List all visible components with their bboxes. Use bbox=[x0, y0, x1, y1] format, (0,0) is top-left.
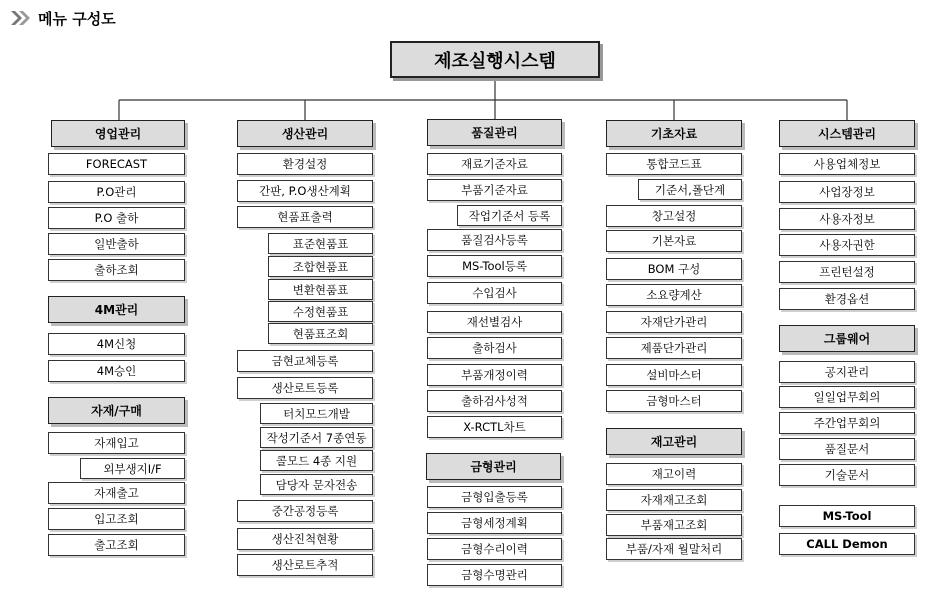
header-mold: 금형관리 bbox=[426, 453, 561, 480]
node-quality-inspection: 품질검사등록 bbox=[427, 229, 562, 251]
node-progress-status: 생산진척현황 bbox=[237, 528, 373, 550]
header-sales: 영업관리 bbox=[51, 120, 185, 147]
node-lot-trace: 생산로트추적 bbox=[237, 554, 373, 576]
node-user-auth: 사용자권한 bbox=[779, 234, 915, 256]
node-site-info: 사업장정보 bbox=[779, 181, 915, 203]
node-work-standard-register: 작업기준서 등록 bbox=[457, 205, 562, 226]
node-sms-send: 담당자 문자전송 bbox=[260, 474, 373, 495]
root-node: 제조실행시스템 bbox=[390, 41, 600, 78]
node-shipping-inspection: 출하검사 bbox=[427, 337, 562, 359]
node-combined-tag: 조합현품표 bbox=[268, 256, 373, 277]
node-quality-docs: 품질문서 bbox=[779, 438, 915, 460]
node-4m-approval: 4M승인 bbox=[48, 360, 185, 382]
node-xr-chart: X-RCTL차트 bbox=[427, 416, 562, 438]
node-ms-tool: MS-Tool bbox=[779, 505, 915, 527]
node-touch-mode: 터치모드개발 bbox=[260, 403, 373, 424]
page-title: 메뉴 구성도 bbox=[38, 9, 116, 28]
node-shipping-report: 출하검사성적 bbox=[427, 390, 562, 412]
node-receipt-inquiry: 입고조회 bbox=[48, 508, 185, 530]
node-mold-master: 금형마스터 bbox=[606, 390, 742, 412]
node-code-table: 통합코드표 bbox=[606, 153, 742, 175]
node-po-management: P.O관리 bbox=[48, 181, 185, 203]
node-env-settings: 환경설정 bbox=[237, 153, 373, 175]
node-reselect-inspection: 재선별검사 bbox=[427, 311, 562, 333]
node-tag-print: 현품표출력 bbox=[237, 206, 373, 228]
node-weekly-meeting: 주간업무회의 bbox=[779, 412, 915, 434]
node-material-price: 자재단가관리 bbox=[606, 311, 742, 333]
header-material: 자재/구매 bbox=[48, 397, 185, 424]
node-standard-steps: 기준서,폴단계 bbox=[638, 179, 742, 200]
node-issue-inquiry: 출고조회 bbox=[48, 534, 185, 556]
node-company-info: 사용업체정보 bbox=[779, 153, 915, 175]
node-part-revision: 부품개정이력 bbox=[427, 364, 562, 386]
node-mold-inout: 금형입출등록 bbox=[427, 486, 562, 508]
node-general-shipping: 일반출하 bbox=[48, 233, 185, 255]
node-material-receipt: 자재입고 bbox=[48, 432, 185, 454]
node-external-if: 외부생지I/F bbox=[80, 458, 185, 479]
node-user-info: 사용자정보 bbox=[779, 208, 915, 230]
node-4m-request: 4M신청 bbox=[48, 333, 185, 355]
header-production: 생산관리 bbox=[237, 120, 373, 147]
node-shipping-inquiry: 출하조회 bbox=[48, 259, 185, 281]
node-material-stock: 자재재고조회 bbox=[606, 489, 742, 511]
node-kanban-plan: 간판, P.O생산계획 bbox=[237, 180, 373, 202]
node-env-options: 환경옵션 bbox=[779, 288, 915, 310]
node-mstool-register: MS-Tool등록 bbox=[427, 255, 562, 277]
node-part-standard: 부품기준자료 bbox=[427, 179, 562, 201]
node-mold-life: 금형수명관리 bbox=[427, 564, 562, 586]
node-mid-process: 중간공정등록 bbox=[237, 500, 373, 522]
header-4m: 4M관리 bbox=[48, 296, 185, 323]
node-forecast: FORECAST bbox=[48, 153, 185, 175]
node-tech-docs: 기술문서 bbox=[779, 464, 915, 486]
header-basic: 기초자료 bbox=[606, 120, 742, 147]
node-bom: BOM 구성 bbox=[606, 258, 742, 280]
header-inventory: 재고관리 bbox=[606, 428, 742, 455]
node-notice: 공지관리 bbox=[779, 361, 915, 383]
node-incoming-inspection: 수입검사 bbox=[427, 282, 562, 304]
node-material-issue: 자재출고 bbox=[48, 482, 185, 504]
node-converted-tag: 변환현품표 bbox=[268, 279, 373, 300]
node-part-stock: 부품재고조회 bbox=[606, 514, 742, 536]
header-groupware: 그룹웨어 bbox=[779, 325, 915, 352]
node-material-standard: 재료기준자료 bbox=[427, 153, 562, 175]
header-system: 시스템관리 bbox=[779, 120, 915, 147]
node-lot-register: 생산로트등록 bbox=[237, 377, 373, 399]
node-basic-data: 기본자료 bbox=[606, 230, 742, 252]
node-inventory-history: 재고이력 bbox=[606, 463, 742, 485]
node-month-end: 부품/자재 월말처리 bbox=[606, 538, 742, 560]
node-po-shipping: P.O 출하 bbox=[48, 207, 185, 229]
node-product-price: 제품단가관리 bbox=[606, 337, 742, 359]
node-requirement-calc: 소요량계산 bbox=[606, 284, 742, 306]
node-work-standard-link: 작성기준서 7종연동 bbox=[260, 427, 373, 448]
header-quality: 품질관리 bbox=[427, 119, 562, 146]
node-equipment-master: 설비마스터 bbox=[606, 364, 742, 386]
node-daily-meeting: 일일업무회의 bbox=[779, 386, 915, 408]
node-standard-tag: 표준현품표 bbox=[268, 233, 373, 254]
node-call-demon: CALL Demon bbox=[779, 533, 915, 555]
node-mold-cleaning: 금형세정계획 bbox=[427, 512, 562, 534]
node-mold-change: 금현교체등록 bbox=[237, 350, 373, 372]
node-mold-repair: 금형수리이력 bbox=[427, 538, 562, 560]
node-warehouse: 창고설정 bbox=[606, 205, 742, 227]
node-modified-tag: 수정현품표 bbox=[268, 301, 373, 322]
node-call-mode: 콜모드 4종 지원 bbox=[260, 450, 373, 471]
node-tag-inquiry: 현품표조회 bbox=[268, 323, 373, 344]
node-printer-settings: 프린턴설정 bbox=[779, 261, 915, 283]
